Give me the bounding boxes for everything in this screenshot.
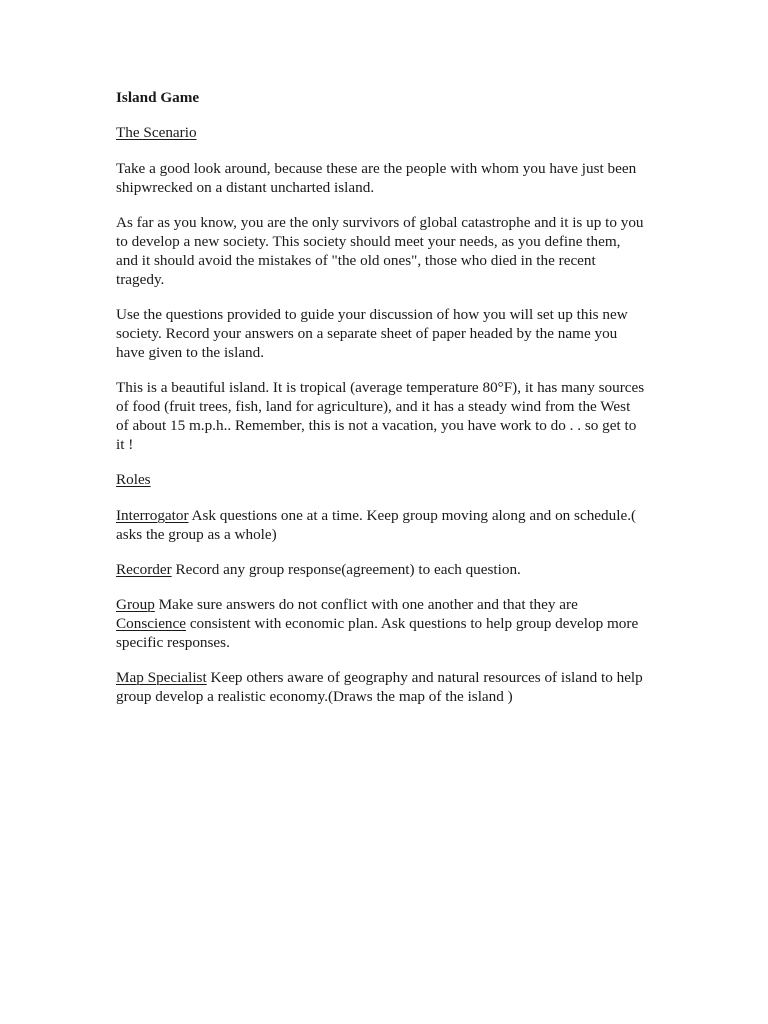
role-interrogator [116, 506, 646, 544]
role-name-group: Group [116, 596, 155, 613]
role-desc-group-b: consistent with economic plan. Ask questions to help group develop more specific responses. [116, 615, 639, 651]
role-desc-map-specialist: Keep others aware of geography and natural resources of island to help group develop a realistic economy.(Draws the map of the island ) [116, 669, 643, 705]
role-desc-group-a: Make sure answers do not conflict with one another and that they are [154, 596, 578, 613]
document-body [116, 88, 646, 722]
document-title: Island Game [116, 89, 200, 106]
role-desc-interrogator: Ask questions one at a time. Keep group moving along and on schedule.( asks the group as a whole) [116, 507, 637, 543]
scenario-paragraph-2: As far as you know, you are the only survivors of global catastrophe and it is up to you to develop a new society. This society should meet your needs, as you define them, and it should avoid the mistakes of "the old ones", those who died in the recent tragedy. [116, 214, 644, 288]
role-name-interrogator: Interrogator [116, 507, 189, 524]
role-recorder [116, 560, 646, 579]
role-map-specialist [116, 668, 646, 706]
role-name-map-specialist: Map Specialist [116, 669, 207, 686]
role-desc-recorder: Record any group response(agreement) to each question. [171, 561, 521, 578]
scenario-paragraph-1: Take a good look around, because these are the people with whom you have just been shipwrecked on a distant uncharted island. [116, 160, 637, 196]
scenario-paragraph-3: Use the questions provided to guide your discussion of how you will set up this new society. Record your answers on a separate sheet of paper headed by the name you have given to the island. [116, 306, 628, 361]
role-name-conscience: Conscience [116, 615, 187, 632]
scenario-paragraph-4: This is a beautiful island. It is tropical (average temperature 80°F), it has many sources of food (fruit trees, fish, land for agriculture), and it has a steady wind from the West of about 15 m.p.h.. Remember, this is not a vacation, you have work to do . . so get to it ! [116, 379, 645, 453]
roles-heading: Roles [116, 471, 151, 488]
role-group [116, 595, 646, 652]
scenario-heading: The Scenario [116, 124, 197, 141]
role-name-recorder: Recorder [116, 561, 172, 578]
